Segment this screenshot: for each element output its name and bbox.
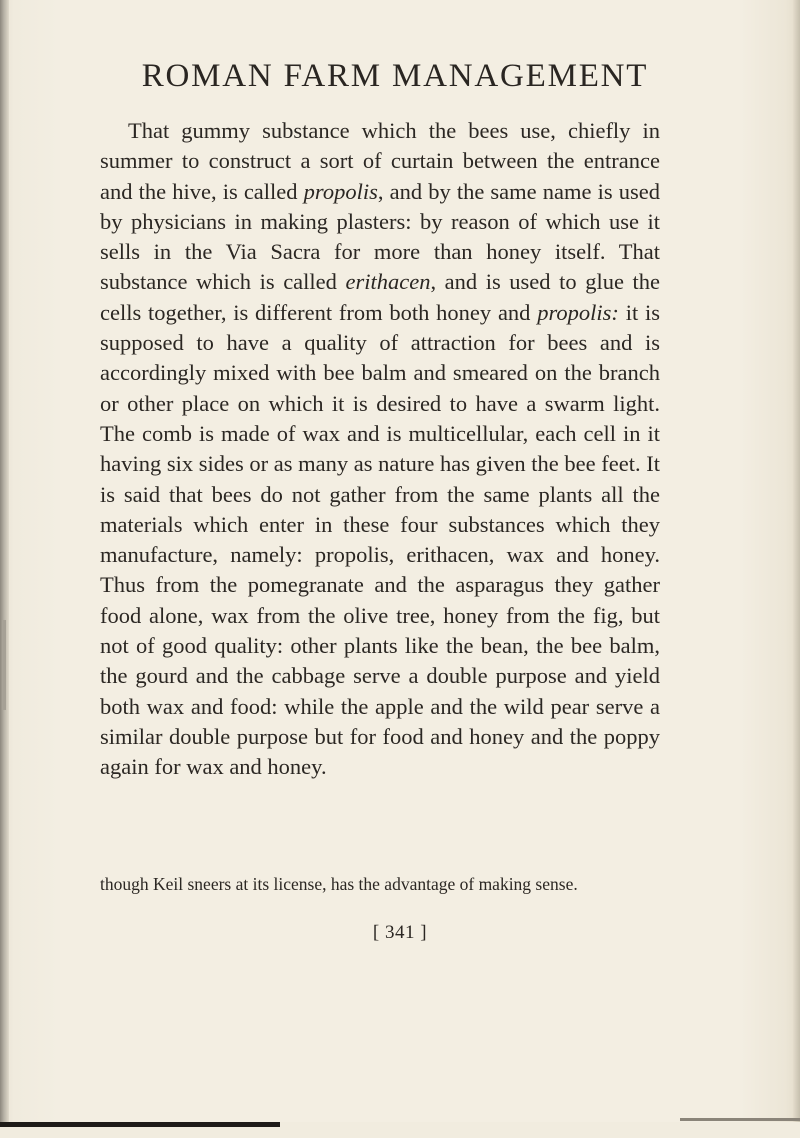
bottom-edge-line	[0, 1122, 280, 1127]
italic-term-propolis-2: propolis:	[537, 299, 619, 325]
italic-term-propolis: propolis	[303, 178, 378, 204]
footnote: though Keil sneers at its license, has the advantage of making sense.	[100, 874, 578, 894]
text-segment: , and is used to glue the cells together, is different from both honey and	[100, 269, 660, 325]
bottom-edge-line-right	[680, 1118, 800, 1121]
running-head: ROMAN FARM MANAGEMENT	[141, 58, 649, 94]
italic-term-erithacen: erithacen	[345, 269, 431, 295]
text-segment: That gummy substance which the bees use, chiefly in summer to construct a sort of curtain between the entrance and the hive, is called	[100, 118, 660, 204]
text-segment: , and by the same name is used by physicians in making plasters: by reason of which use it sells in the Via Sacra for more than honey itself. That substance which is called	[100, 178, 660, 295]
page-left-edge	[0, 0, 9, 1138]
page-number: [ 341 ]	[372, 922, 428, 943]
body-paragraph	[100, 116, 660, 783]
text-segment: it is supposed to have a quality of attraction for bees and is accordingly mixed with bee balm and smeared on the branch or other place on which it is desired to have a swarm light. The comb is made of wax and is multicellular, each cell in it having six sides or as many as nature has given the bee feet. It is said that bees do not gather from the same plants all the materials which enter in these four substances which they manufacture, namely: propolis, erithacen, wax and honey. Thus from the pomegranate and the asparagus they gather food alone, wax from the olive tree, honey from the fig, but not of good quality: other plants like the bean, the bee balm, the gourd and the cabbage serve a double purpose and yield both wax and food: while the apple and the wild pear serve a similar double purpose but for food and honey and the poppy again for wax and honey.	[100, 299, 660, 780]
page-right-edge	[793, 0, 800, 1138]
page-left-edge-mark	[3, 620, 6, 710]
